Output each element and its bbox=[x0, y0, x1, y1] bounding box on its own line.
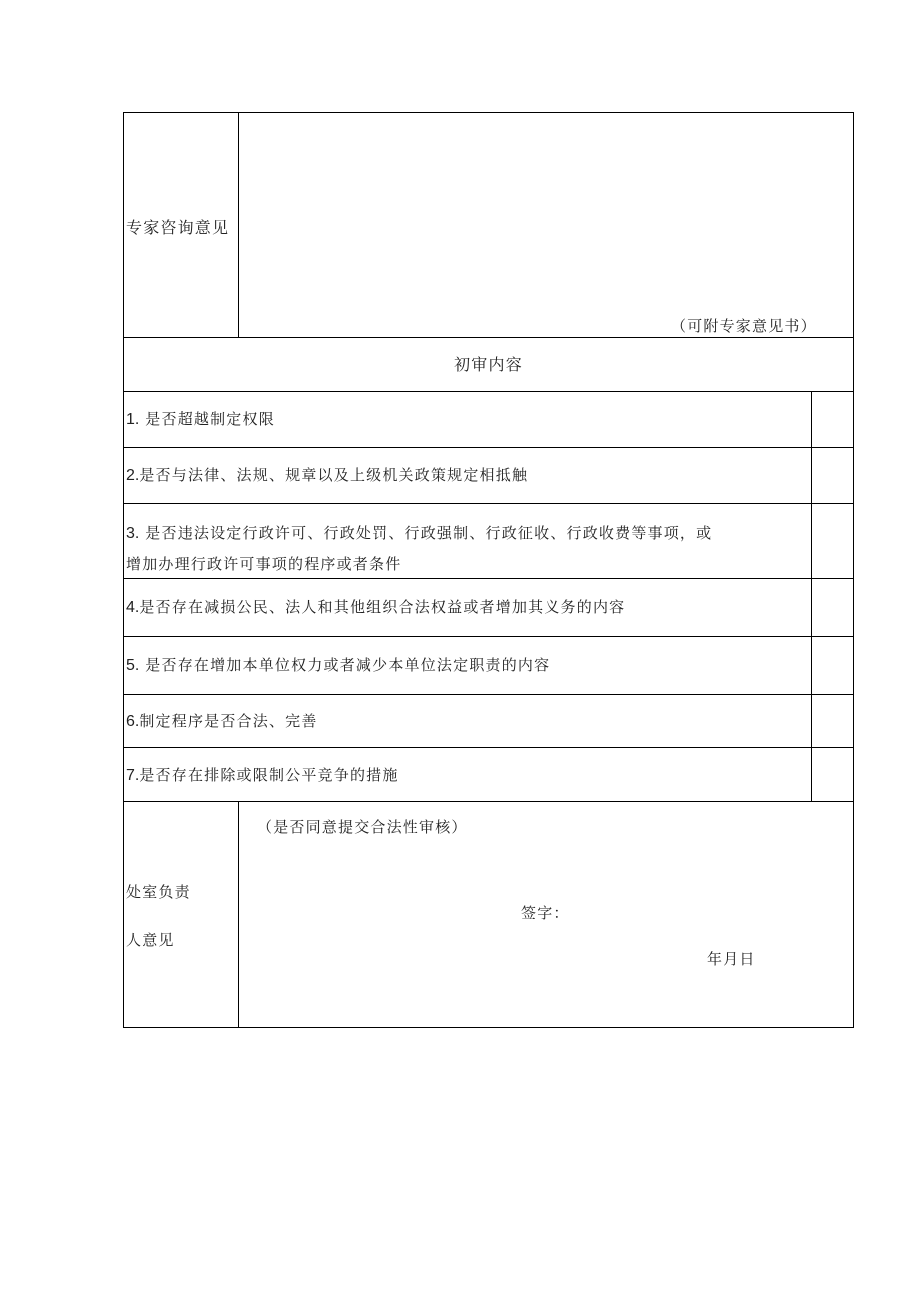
review-check-cell[interactable] bbox=[811, 695, 853, 747]
expert-opinion-label: 专家咨询意见 bbox=[126, 218, 230, 237]
review-item-7 bbox=[126, 765, 399, 786]
manager-opinion-label-line1: 处室负责 bbox=[126, 883, 191, 901]
review-check-cell[interactable] bbox=[811, 504, 853, 578]
row-divider bbox=[123, 391, 854, 392]
item-number: 4. bbox=[126, 599, 140, 616]
item-text: 是否存在排除或限制公平竞争的措施 bbox=[139, 766, 399, 784]
review-item-3 bbox=[126, 523, 712, 544]
item-text: 是否存在增加本单位权力或者减少本单位法定职责的内容 bbox=[139, 656, 551, 674]
border-left bbox=[123, 112, 124, 1028]
row-divider bbox=[123, 694, 854, 695]
item-number: 6. bbox=[126, 713, 140, 730]
review-check-cell[interactable] bbox=[811, 448, 853, 503]
review-item-5 bbox=[126, 655, 550, 676]
review-heading: 初审内容 bbox=[454, 355, 523, 374]
border-top bbox=[123, 112, 854, 113]
manager-opinion-label-line2: 人意见 bbox=[126, 931, 175, 949]
row-divider bbox=[123, 447, 854, 448]
item-text: 是否违法设定行政许可、行政处罚、行政强制、行政征收、行政收费等事项，或 bbox=[139, 524, 713, 542]
border-right bbox=[853, 112, 854, 1028]
review-form-table bbox=[123, 112, 854, 1028]
review-item-6 bbox=[126, 711, 318, 732]
label-column-divider bbox=[238, 801, 239, 1028]
row-divider bbox=[123, 578, 854, 579]
item-number: 3. bbox=[126, 525, 140, 542]
item-text: 是否存在减损公民、法人和其他组织合法权益或者增加其义务的内容 bbox=[139, 598, 626, 616]
row-divider bbox=[123, 337, 854, 338]
item-number: 2. bbox=[126, 467, 140, 484]
row-divider bbox=[123, 801, 854, 802]
row-divider bbox=[123, 503, 854, 504]
review-check-cell[interactable] bbox=[811, 579, 853, 636]
manager-opinion-field[interactable] bbox=[241, 842, 849, 892]
review-item-3-continued: 增加办理行政许可事项的程序或者条件 bbox=[126, 555, 402, 573]
item-number: 7. bbox=[126, 767, 140, 784]
review-item-1 bbox=[126, 409, 275, 430]
review-check-cell[interactable] bbox=[811, 637, 853, 694]
review-check-cell[interactable] bbox=[811, 748, 853, 801]
review-item-2 bbox=[126, 465, 528, 486]
expert-opinion-field[interactable] bbox=[241, 116, 849, 306]
item-text: 制定程序是否合法、完善 bbox=[139, 712, 318, 730]
row-divider bbox=[123, 747, 854, 748]
item-text: 是否超越制定权限 bbox=[139, 410, 275, 428]
label-column-divider bbox=[238, 112, 239, 338]
item-number: 1. bbox=[126, 411, 140, 428]
signature-label: 签字： bbox=[521, 904, 570, 922]
item-number: 5. bbox=[126, 657, 140, 674]
review-check-cell[interactable] bbox=[811, 392, 853, 447]
review-item-4 bbox=[126, 597, 625, 618]
signature-field[interactable] bbox=[573, 898, 773, 926]
item-text: 是否与法律、法规、规章以及上级机关政策规定相抵触 bbox=[139, 466, 529, 484]
border-bottom bbox=[123, 1027, 854, 1028]
date-label: 年月日 bbox=[707, 950, 756, 968]
row-divider bbox=[123, 636, 854, 637]
expert-opinion-note: （可附专家意见书） bbox=[671, 317, 817, 335]
manager-opinion-prompt: （是否同意提交合法性审核） bbox=[257, 818, 468, 836]
